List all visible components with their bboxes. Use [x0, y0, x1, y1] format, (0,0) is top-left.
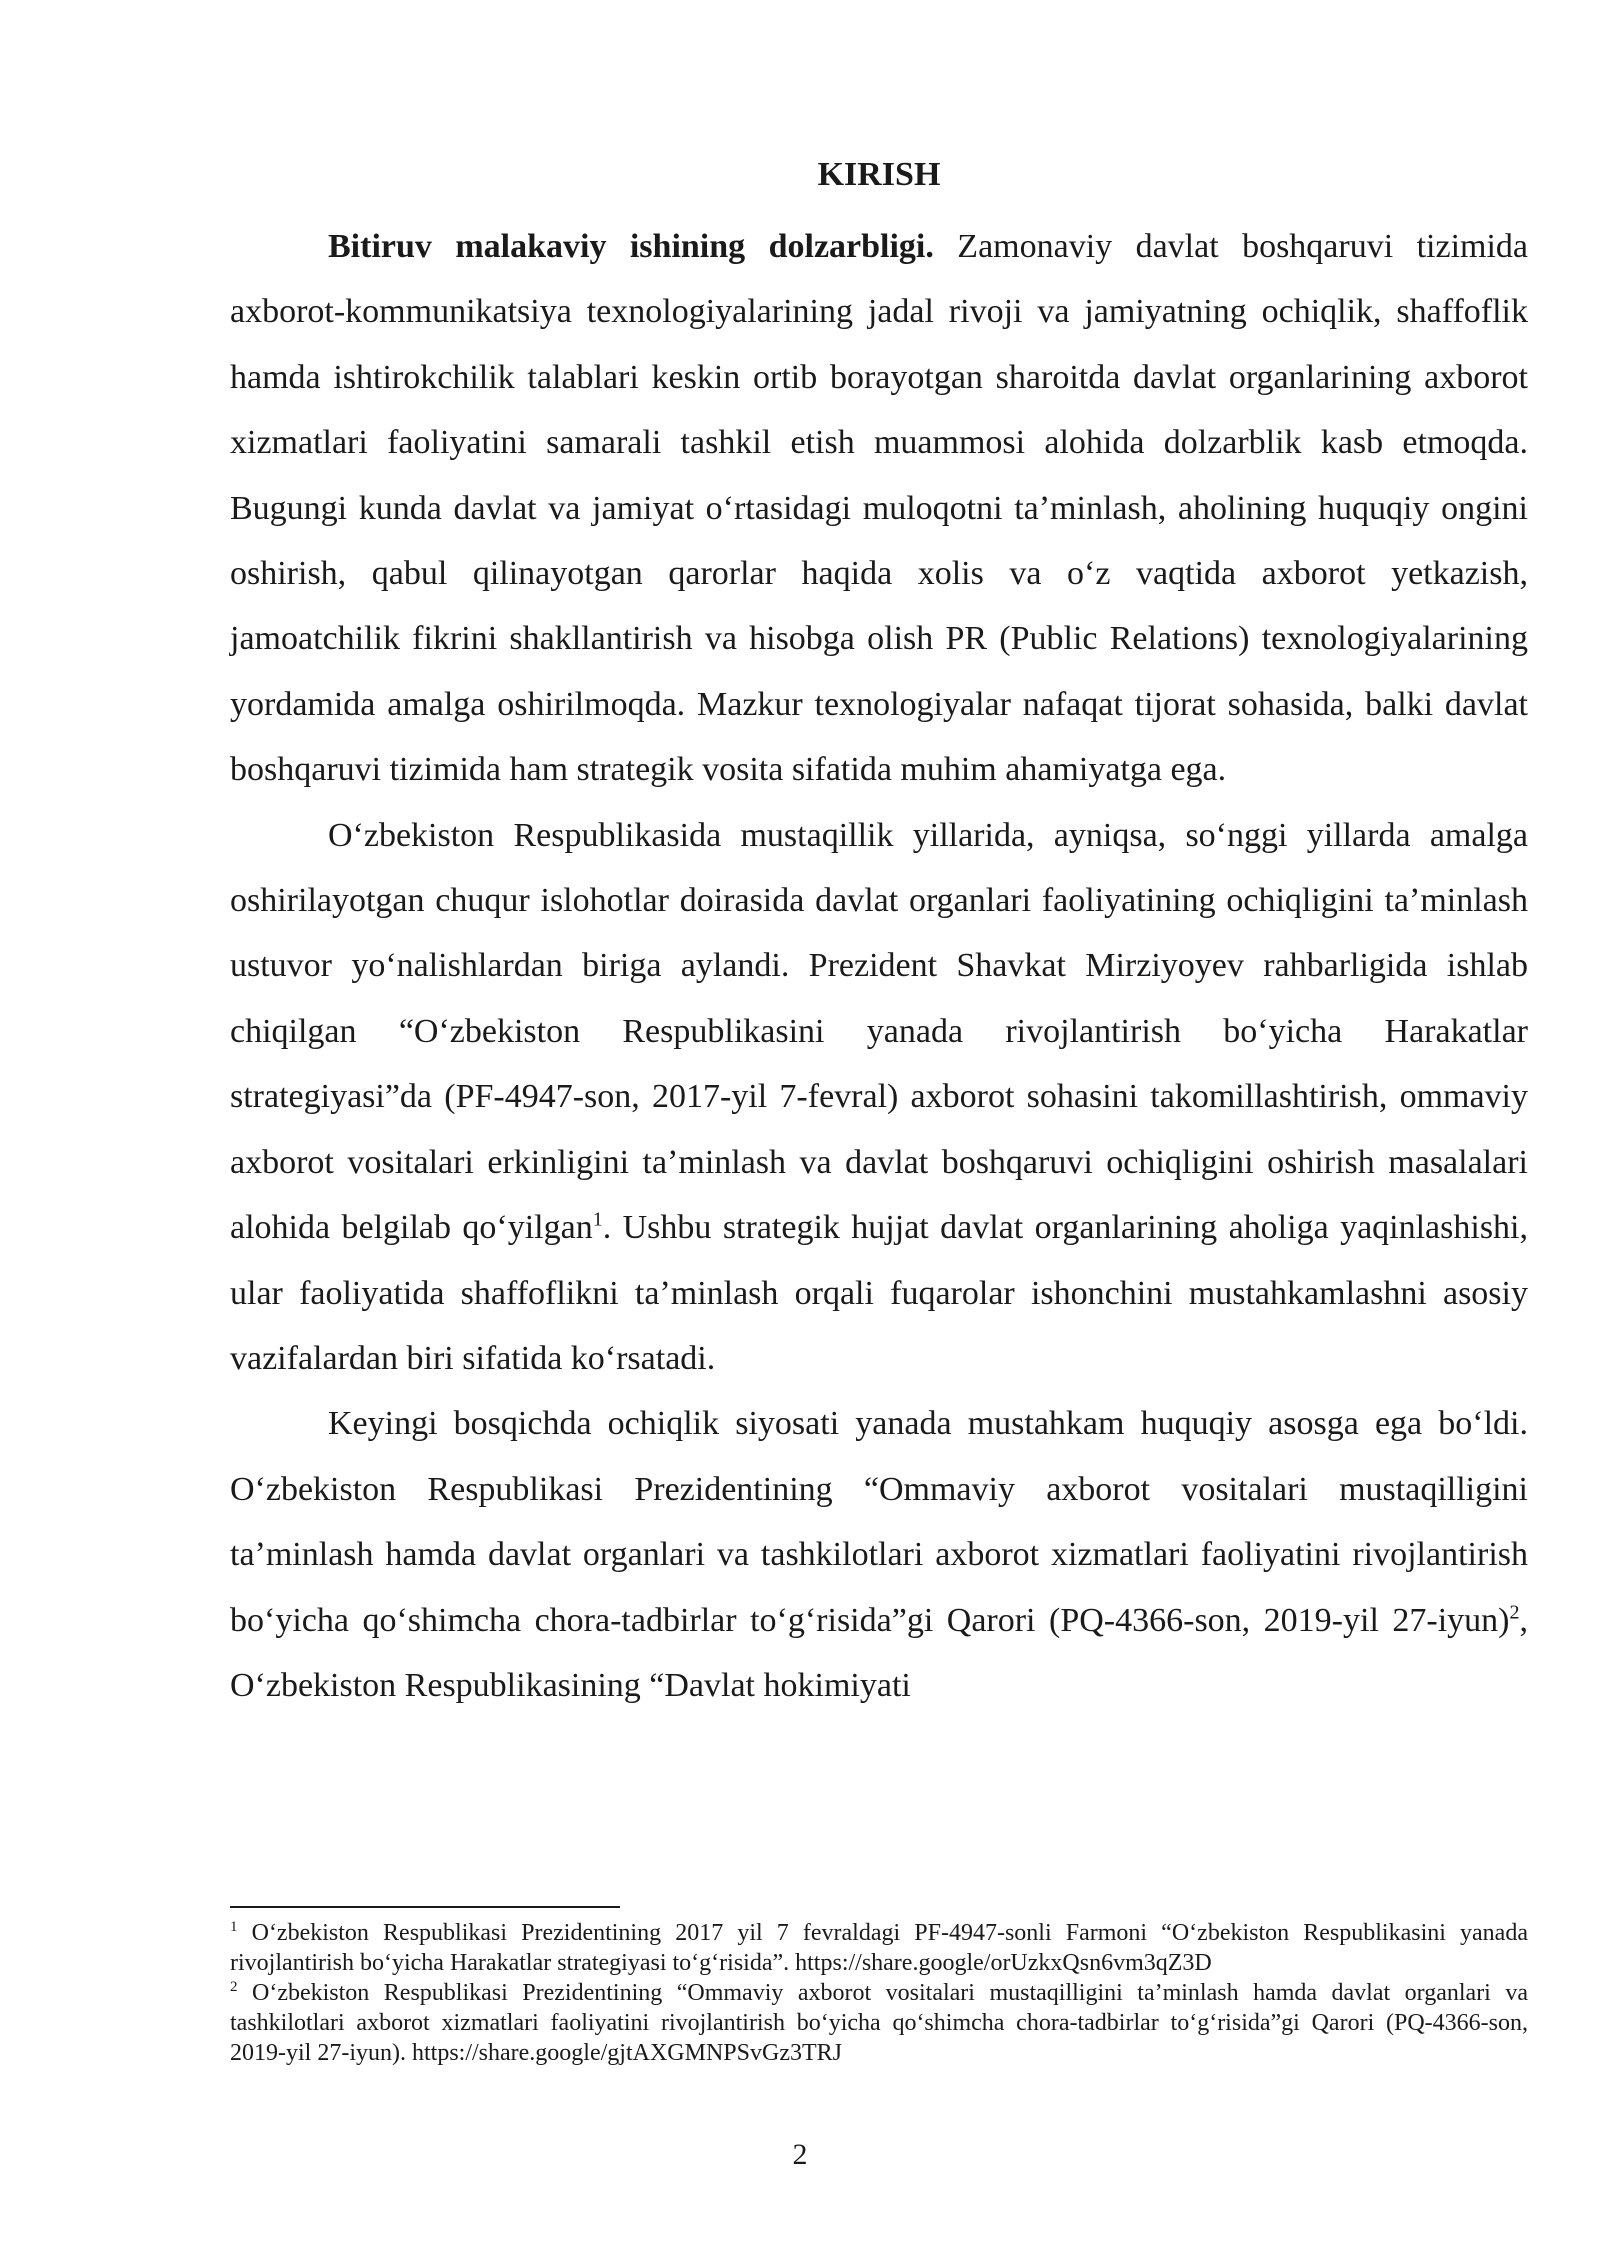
- footnote-reference[interactable]: 1: [592, 1208, 603, 1231]
- paragraph-lead-text: Bitiruv malakaviy ishining dolzarbligi.: [328, 228, 934, 265]
- footnote-1: [230, 1918, 1528, 1978]
- footnotes-section: [230, 1906, 1528, 2068]
- paragraph-text: Oʻzbekiston Respublikasida mustaqillik yillarida, ayniqsa, soʻnggi yillarda amalga oshirilayotgan chuqur islohotlar doirasida davlat organlari faoliyatining ochiqligini taʼminlash ustuvor yoʻnalishlardan biriga aylandi. Prezident Shavkat Mirziyoyev rahbarligida ishlab chiqilgan “Oʻzbekiston Respublikasini yanada rivojlantirish boʻyicha Harakatlar strategiyasi”da (PF-4947-son, 2017-yil 7-fevral) axborot sohasini takomillashtirish, ommaviy axborot vositalari erkinligini taʼminlash va davlat boshqaruvi ochiqligini oshirish masalalari alohida belgilab qoʻyilgan: [230, 816, 1528, 1247]
- footnote-text: Oʻzbekiston Respublikasi Prezidentining “Ommaviy axborot vositalari mustaqilligini taʼminlash hamda davlat organlari va tashkilotlari axborot xizmatlari faoliyatini rivojlantirish boʻyicha qoʻshimcha chora-tadbirlar toʻgʻrisida”gi Qarori (PQ-4366-son, 2019-yil 27-iyun). https://share.google/gjtAXGMNPSvGz3TRJ: [230, 1980, 1528, 2066]
- footnote-number: 1: [230, 1919, 238, 1935]
- footnote-2: [230, 1978, 1528, 2068]
- paragraph-text: , Oʻzbekiston Respublikasining “Davlat hokimiyati: [230, 1601, 1528, 1704]
- footnote-reference[interactable]: 2: [1509, 1601, 1520, 1624]
- paragraph-body-text: Zamonaviy davlat boshqaruvi tizimida axborot-kommunikatsiya texnologiyalarining jadal rivoji va jamiyatning ochiqlik, shaffoflik hamda ishtirokchilik talablari keskin ortib borayotgan sharoitda davlat organlarining axborot xizmatlari faoliyatini samarali tashkil etish muammosi alohida dolzarblik kasb etmoqda. Bugungi kunda davlat va jamiyat oʻrtasidagi muloqotni taʼminlash, aholining huquqiy ongini oshirish, qabul qilinayotgan qarorlar haqida xolis va oʻz vaqtida axborot yetkazish, jamoatchilik fikrini shakllantirish va hisobga olish PR (Public Relations) texnologiyalarining yordamida amalga oshirilmoqda. Mazkur texnologiyalar nafaqat tijorat sohasida, balki davlat boshqaruvi tizimida ham strategik vosita sifatida muhim ahamiyatga ega.: [230, 228, 1528, 789]
- paragraph-text: Keyingi bosqichda ochiqlik siyosati yanada mustahkam huquqiy asosga ega boʻldi. Oʻzbekiston Respublikasi Prezidentining “Ommaviy axborot vositalari mustaqilligini taʼminlash hamda davlat organlari va tashkilotlari axborot xizmatlari faoliyatini rivojlantirish boʻyicha qoʻshimcha chora-tadbirlar toʻgʻrisida”gi Qarori (PQ-4366-son, 2019-yil 27-iyun): [230, 1405, 1528, 1639]
- footnote-text: Oʻzbekiston Respublikasi Prezidentining 2017 yil 7 fevraldagi PF-4947-sonli Farmoni “Oʻzbekiston Respublikasini yanada rivojlantirish boʻyicha Harakatlar strategiyasi toʻgʻrisida”. https://share.google/orUzkxQsn6vm3qZ3D: [230, 1920, 1528, 1976]
- section-heading: KIRISH: [817, 156, 941, 193]
- document-page: [230, 150, 1528, 1718]
- footnote-separator: [230, 1906, 620, 1908]
- footnote-number: 2: [230, 1979, 238, 1995]
- paragraph-legal-basis: [230, 1391, 1528, 1718]
- paragraph-reforms: [230, 803, 1528, 1392]
- paragraph-relevance: [230, 214, 1528, 803]
- paragraph-text: . Ushbu strategik hujjat davlat organlarining aholiga yaqinlashishi, ular faoliyatida shaffoflikni taʼminlash orqali fuqarolar ishonchini mustahkamlashni asosiy vazifalardan biri sifatida koʻrsatadi.: [230, 1209, 1528, 1377]
- page-number: 2: [792, 2138, 808, 2171]
